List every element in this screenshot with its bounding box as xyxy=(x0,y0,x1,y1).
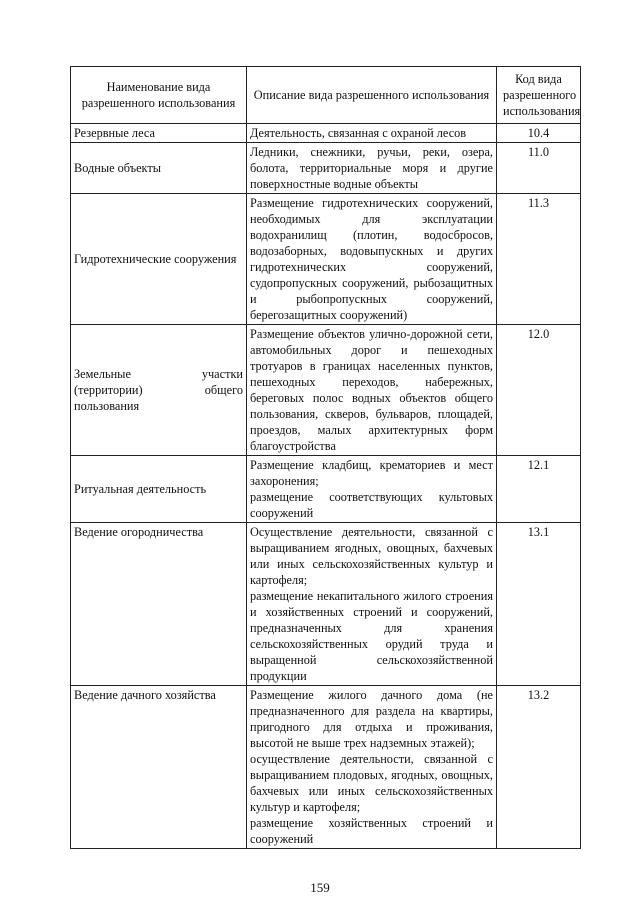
row-code: 11.3 xyxy=(497,194,581,325)
row-code: 11.0 xyxy=(497,143,581,194)
row-name: Водные объекты xyxy=(71,143,247,194)
header-description: Описание вида разрешенного использования xyxy=(247,67,497,124)
table-header-row xyxy=(71,67,581,124)
row-code: 13.1 xyxy=(497,523,581,686)
land-use-table xyxy=(70,66,581,849)
row-description xyxy=(247,523,497,686)
row-name: Резервные леса xyxy=(71,124,247,143)
table-row xyxy=(71,325,581,456)
description-paragraph: размещение соответствующих культовых сооружений xyxy=(250,490,493,520)
description-paragraph: Осуществление деятельности, связанной с выращиванием ягодных, овощных, бахчевых или иных сельскохозяйственных культур и картофеля; xyxy=(250,525,493,587)
row-code: 10.4 xyxy=(497,124,581,143)
row-name: Ритуальная деятельность xyxy=(71,456,247,523)
description-paragraph: размещение хозяйственных строений и сооружений xyxy=(250,816,493,846)
table-row xyxy=(71,523,581,686)
header-code: Код вида разрешенного использования xyxy=(497,67,581,124)
description-paragraph: Размещение кладбищ, крематориев и мест захоронения; xyxy=(250,458,493,488)
table-row xyxy=(71,124,581,143)
table-row xyxy=(71,456,581,523)
row-description: Размещение объектов улично-дорожной сети, автомобильных дорог и пешеходных тротуаров в границах населенных пунктов, пешеходных переходов, набережных, береговых полос водных объектов общего пользования, скверов, бульваров, площадей, проездов, малых архитектурных форм благоустройства xyxy=(247,325,497,456)
table-row xyxy=(71,686,581,849)
header-name: Наименование вида разрешенного использования xyxy=(71,67,247,124)
row-description: Деятельность, связанная с охраной лесов xyxy=(247,124,497,143)
page-number: 159 xyxy=(310,880,330,895)
row-description: Ледники, снежники, ручьи, реки, озера, болота, территориальные моря и другие поверхностные водные объекты xyxy=(247,143,497,194)
table-row xyxy=(71,194,581,325)
row-name: Ведение огородничества xyxy=(71,523,247,686)
row-description: Размещение гидротехнических сооружений, необходимых для эксплуатации водохранилищ (плотин, водосбросов, водозаборных, водовыпускных и других гидротехнических сооружений, судопропускных сооружений, рыбозащитных и рыбопропускных сооружений, берегозащитных сооружений) xyxy=(247,194,497,325)
row-name: Гидротехнические сооружения xyxy=(71,194,247,325)
table-row xyxy=(71,143,581,194)
row-code: 12.1 xyxy=(497,456,581,523)
description-paragraph: осуществление деятельности, связанной с выращиванием плодовых, ягодных, овощных, бахчевых или иных сельскохозяйственных культур и картофеля; xyxy=(250,752,493,814)
row-name: Ведение дачного хозяйства xyxy=(71,686,247,849)
description-paragraph: размещение некапитального жилого строения и хозяйственных строений и сооружений, предназначенных для хранения сельскохозяйственных орудий труда и выращенной сельскохозяйственной продукции xyxy=(250,589,493,683)
row-name: Земельные участки (территории) общего пользования xyxy=(71,325,247,456)
row-code: 13.2 xyxy=(497,686,581,849)
row-description xyxy=(247,686,497,849)
row-description xyxy=(247,456,497,523)
description-paragraph: Размещение жилого дачного дома (не предназначенного для раздела на квартиры, пригодного для отдыха и проживания, высотой не выше трех надземных этажей); xyxy=(250,688,493,750)
row-code: 12.0 xyxy=(497,325,581,456)
